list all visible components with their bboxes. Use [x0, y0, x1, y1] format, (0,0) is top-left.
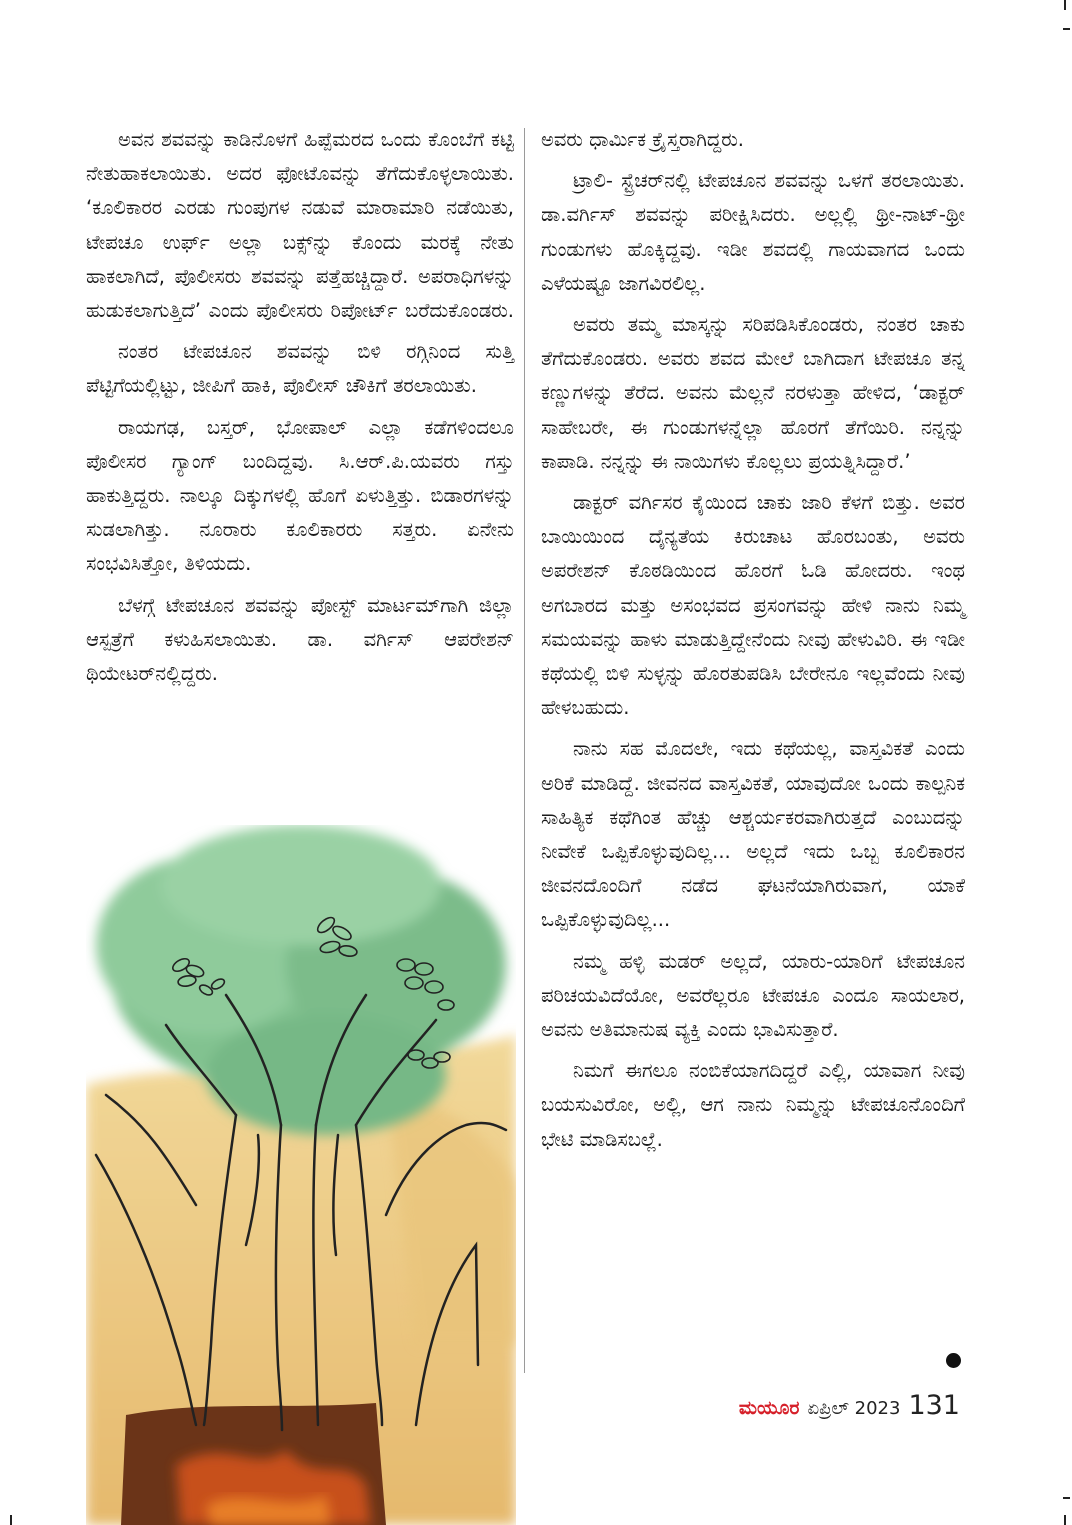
paragraph: ನಮ್ಮ ಹಳ್ಳಿ ಮಡರ್ ಅಲ್ಲದೆ, ಯಾರು-ಯಾರಿಗೆ ಟೇಪಚೂನ ಪರಿಚಯವಿದೆಯೋ, ಅವರೆಲ್ಲರೂ ಟೇಪಚೂ ಎಂದೂ ಸಾಯಲಾರ, ಅವನು ಅತಿಮಾನುಷ ವ್ಯಕ್ತಿ ಎಂದು ಭಾವಿಸುತ್ತಾರೆ.: [541, 949, 965, 1042]
page-footer: [739, 1390, 960, 1421]
crop-mark: [1064, 0, 1066, 10]
column-divider: [524, 128, 525, 1373]
paragraph: ಅವರು ಧಾರ್ಮಿಕ ಕ್ರೈಸ್ತರಾಗಿದ್ದರು.: [541, 128, 744, 151]
paragraph: ಅವನ ಶವವನ್ನು ಕಾಡಿನೊಳಗೆ ಹಿಪ್ಪೆಮರದ ಒಂದು ಕೊಂಬೆಗೆ ಕಟ್ಟಿ ನೇತುಹಾಕಲಾಯಿತು. ಅದರ ಫೋಟೊವನ್ನು ತೆಗೆದುಕೊಳ್ಳಲಾಯಿತು. ‘ಕೂಲಿಕಾರರ ಎರಡು ಗುಂಪುಗಳ ನಡುವೆ ಮಾರಾಮಾರಿ ನಡೆಯಿತು, ಟೇಪಚೂ ಉರ್ಫ್ ಅಲ್ಲಾ ಬಕ್ಸ್‌ನ್ನು ಕೊಂದು ಮರಕ್ಕೆ ನೇತು ಹಾಕಲಾಗಿದೆ, ಪೊಲೀಸರು ಶವವನ್ನು ಪತ್ತೆಹಚ್ಚಿದ್ದಾರೆ. ಅಪರಾಧಿಗಳನ್ನು ಹುಡುಕಲಾಗುತ್ತಿದೆ’ ಎಂದು ಪೊಲೀಸರು ರಿಪೋರ್ಟ್ ಬರೆದುಕೊಂಡರು.: [86, 128, 514, 323]
paragraph: ಟ್ರಾಲಿ- ಸ್ಟ್ರೆಚರ್‌ನಲ್ಲಿ ಟೇಪಚೂನ ಶವವನ್ನು ಒಳಗೆ ತರಲಾಯಿತು. ಡಾ.ವರ್ಗಿಸ್ ಶವವನ್ನು ಪರೀಕ್ಷಿಸಿದರು. ಅಲ್ಲಲ್ಲಿ ಥ್ರೀ-ನಾಟ್-ಥ್ರೀ ಗುಂಡುಗಳು ಹೊಕ್ಕಿದ್ದವು. ಇಡೀ ಶವದಲ್ಲಿ ಗಾಯವಾಗದ ಒಂದು ಎಳೆಯಷ್ಟೂ ಜಾಗವಿರಲಿಲ್ಲ.: [541, 169, 965, 295]
left-text-column: [86, 123, 514, 698]
paragraph: ನಿಮಗೆ ಈಗಲೂ ನಂಬಿಕೆಯಾಗದಿದ್ದರೆ ಎಲ್ಲಿ, ಯಾವಾಗ ನೀವು ಬಯಸುವಿರೋ, ಅಲ್ಲಿ, ಆಗ ನಾನು ನಿಮ್ಮನ್ನು ಟೇಪಚೂನೊಂದಿಗೆ ಭೇಟಿ ಮಾಡಿಸಬಲ್ಲೆ.: [541, 1059, 965, 1151]
right-text-column: [541, 123, 965, 1164]
crop-mark: [1064, 1515, 1066, 1525]
magazine-name: ಮಯೂರ: [738, 1397, 800, 1419]
paragraph: ಅವರು ತಮ್ಮ ಮಾಸ್ಕನ್ನು ಸರಿಪಡಿಸಿಕೊಂಡರು, ನಂತರ ಚಾಕು ತೆಗೆದುಕೊಂಡರು. ಅವರು ಶವದ ಮೇಲೆ ಬಾಗಿದಾಗ ಟೇಪಚೂ ತನ್ನ ಕಣ್ಣುಗಳನ್ನು ತೆರೆದ. ಅವನು ಮೆಲ್ಲನೆ ನರಳುತ್ತಾ ಹೇಳಿದ, ‘ಡಾಕ್ಟರ್ ಸಾಹೇಬರೇ, ಈ ಗುಂಡುಗಳನ್ನೆಲ್ಲಾ ಹೊರಗೆ ತೆಗೆಯಿರಿ. ನನ್ನನ್ನು ಕಾಪಾಡಿ. ನನ್ನನ್ನು ಈ ನಾಯಿಗಳು ಕೊಲ್ಲಲು ಪ್ರಯತ್ನಿಸಿದ್ದಾರೆ.’: [541, 313, 965, 473]
paragraph: ನಂತರ ಟೇಪಚೂನ ಶವವನ್ನು ಬಿಳಿ ರಗ್ಗಿನಿಂದ ಸುತ್ತಿ ಪೆಟ್ಟಿಗೆಯಲ್ಲಿಟ್ಟು, ಜೀಪಿಗೆ ಹಾಕಿ, ಪೊಲೀಸ್ ಚೌಕಿಗೆ ತರಲಾಯಿತು.: [86, 340, 514, 398]
paragraph: ನಾನು ಸಹ ಮೊದಲೇ, ಇದು ಕಥೆಯಲ್ಲ, ವಾಸ್ತವಿಕತೆ ಎಂದು ಅರಿಕೆ ಮಾಡಿದ್ದೆ. ಜೀವನದ ವಾಸ್ತವಿಕತೆ, ಯಾವುದೋ ಒಂದು ಕಾಲ್ಪನಿಕ ಸಾಹಿತ್ಯಿಕ ಕಥೆಗಿಂತ ಹೆಚ್ಚು ಆಶ್ಚರ್ಯಕರವಾಗಿರುತ್ತದೆ ಎಂಬುದನ್ನು ನೀವೇಕೆ ಒಪ್ಪಿಕೊಳ್ಳುವುದಿಲ್ಲ... ಅಲ್ಲದೆ ಇದು ಒಬ್ಬ ಕೂಲಿಕಾರನ ಜೀವನದೊಂದಿಗೆ ನಡೆದ ಘಟನೆಯಾಗಿರುವಾಗ, ಯಾಕೆ ಒಪ್ಪಿಕೊಳ್ಳುವುದಿಲ್ಲ...: [541, 737, 965, 932]
paragraph: ರಾಯಗಢ, ಬಸ್ತರ್, ಭೋಪಾಲ್ ಎಲ್ಲಾ ಕಡೆಗಳಿಂದಲೂ ಪೊಲೀಸರ ಗ್ಯಾಂಗ್ ಬಂದಿದ್ದವು. ಸಿ.ಆರ್.ಪಿ.ಯವರು ಗಸ್ತು ಹಾಕುತ್ತಿದ್ದರು. ನಾಲ್ಕೂ ದಿಕ್ಕುಗಳಲ್ಲಿ ಹೊಗೆ ಏಳುತ್ತಿತ್ತು. ಬಿಡಾರಗಳನ್ನು ಸುಡಲಾಗಿತ್ತು. ನೂರಾರು ಕೂಲಿಕಾರರು ಸತ್ತರು. ಏನೇನು ಸಂಭವಿಸಿತ್ತೋ, ತಿಳಿಯದು.: [86, 415, 514, 576]
crop-mark: [1063, 28, 1070, 30]
paragraph: ಬೆಳಗ್ಗೆ ಟೇಪಚೂನ ಶವವನ್ನು ಪೋಸ್ಟ್ ಮಾರ್ಟಮ್‌ಗಾಗಿ ಜಿಲ್ಲಾ ಆಸ್ಪತ್ರೆಗೆ ಕಳುಹಿಸಲಾಯಿತು. ಡಾ. ವರ್ಗಿಸ್ ಆಪರೇಶನ್ ಥಿಯೇಟರ್‌ನಲ್ಲಿದ್ದರು.: [86, 593, 514, 686]
end-of-story-bullet: [946, 1353, 961, 1368]
issue-date: ಏಪ್ರಿಲ್ 2023: [807, 1398, 901, 1419]
crop-mark: [1063, 1497, 1070, 1499]
paragraph: ಡಾಕ್ಟರ್ ವರ್ಗಿಸರ ಕೈಯಿಂದ ಚಾಕು ಜಾರಿ ಕೆಳಗೆ ಬಿತ್ತು. ಅವರ ಬಾಯಿಯಿಂದ ದೈನ್ಯತೆಯ ಕಿರುಚಾಟ ಹೊರಬಂತು, ಅವರು ಅಪರೇಶನ್ ಕೊಠಡಿಯಿಂದ ಹೊರಗೆ ಓಡಿ ಹೋದರು. ಇಂಥ ಅಗಬಾರದ ಮತ್ತು ಅಸಂಭವದ ಪ್ರಸಂಗವನ್ನು ಹೇಳಿ ನಾನು ನಿಮ್ಮ ಸಮಯವನ್ನು ಹಾಳು ಮಾಡುತ್ತಿದ್ದೇನೆಂದು ನೀವು ಹೇಳುವಿರಿ. ಈ ಇಡೀ ಕಥೆಯಲ್ಲಿ ಬಿಳಿ ಸುಳ್ಳನ್ನು ಹೊರತುಪಡಿಸಿ ಬೇರೇನೂ ಇಲ್ಲವೆಂದು ನೀವು ಹೇಳಬಹುದು.: [541, 491, 965, 720]
page-number: 131: [908, 1390, 960, 1421]
tree-illustration: [86, 825, 516, 1525]
crop-mark: [10, 1515, 12, 1525]
